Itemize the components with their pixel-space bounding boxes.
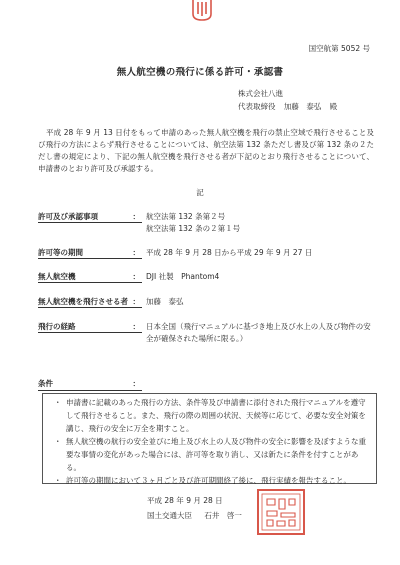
condition-item: ・ 申請書に記載のあった飛行の方法、条件等及び申請書に添付された飛行マニュアルを遵守して飛行させること。また、飛行の際の周囲の状況、天候等に応じて、必要な安全対策を講じ、飛行の安全に万全を期すこと。 (58, 396, 370, 435)
recipient-line (238, 100, 343, 113)
body-paragraph: 平成 28 年 9 月 13 日付をもって申請のあった無人航空機を飛行の禁止空域で飛行させること及び飛行の方法によらず飛行させることについては、航空法第 132 条ただし書及び第 132 条の２ただし書の規定により、下記の無人航空機を飛行させる者が下記のとおり飛行させることについて、申請書のとおり許可及び承認する。 (38, 128, 374, 173)
recipient-company: 株式会社八進 (238, 89, 283, 98)
recipient-honorific: 殿 (329, 102, 338, 111)
issuer-title: 国土交通大臣 (147, 511, 192, 520)
condition-item: ・ 無人航空機の航行の安全並びに地上及び水上の人及び物件の安全に影響を及ぼすような重要な事情の変化があった場合には、許可等を取り消し、又は新たに条件を付すことがある。 (58, 435, 370, 474)
recipient-name: 加藤 泰弘 (283, 102, 322, 111)
ki-heading: 記 (196, 188, 204, 197)
field-label: 許可及び承認事項 ： (38, 212, 140, 221)
recipient-role: 代表取締役 (238, 102, 276, 111)
field-value: 加藤 泰弘 (146, 297, 184, 306)
field-value: 航空法第 132 条第２号 航空法第 132 条の２第１号 (146, 212, 241, 233)
field-flight-route (38, 321, 374, 347)
conditions-label: 条件 ： (38, 379, 140, 388)
issuer-line (147, 510, 252, 521)
official-seal-stamp (255, 487, 307, 537)
recipient-block (238, 87, 343, 113)
issue-date: 平成 28 年 9 月 28 日 (147, 496, 223, 505)
field-permit-period (38, 247, 374, 261)
top-seal-stamp (190, 0, 214, 22)
field-value: 日本全国（飛行マニュアルに基づき地上及び水上の人及び物件の安全が確保された場所に限る。） (146, 322, 371, 343)
field-permission-items (38, 211, 374, 237)
document-title: 無人航空機の飛行に係る許可・承認書 (116, 67, 284, 78)
field-value: DJI 社製 Phantom4 (146, 272, 220, 281)
issuer-name: 石井 啓一 (204, 511, 242, 520)
field-aircraft (38, 271, 374, 285)
document-number: 国空航第 5052 号 (308, 44, 370, 53)
field-label: 飛行の経路 ： (38, 322, 140, 331)
condition-item: ・ 許可等の期間において３ヶ月ごと及び許可期間終了後に、飛行実績を報告すること。 (58, 474, 370, 487)
field-label: 無人航空機 ： (38, 272, 140, 281)
field-value: 平成 28 年 9 月 28 日から平成 29 年 9 月 27 日 (146, 248, 313, 257)
field-operator (38, 296, 374, 310)
conditions-list (58, 396, 370, 487)
field-label: 許可等の期間 ： (38, 248, 140, 257)
field-label: 無人航空機を飛行させる者 ： (38, 297, 140, 306)
